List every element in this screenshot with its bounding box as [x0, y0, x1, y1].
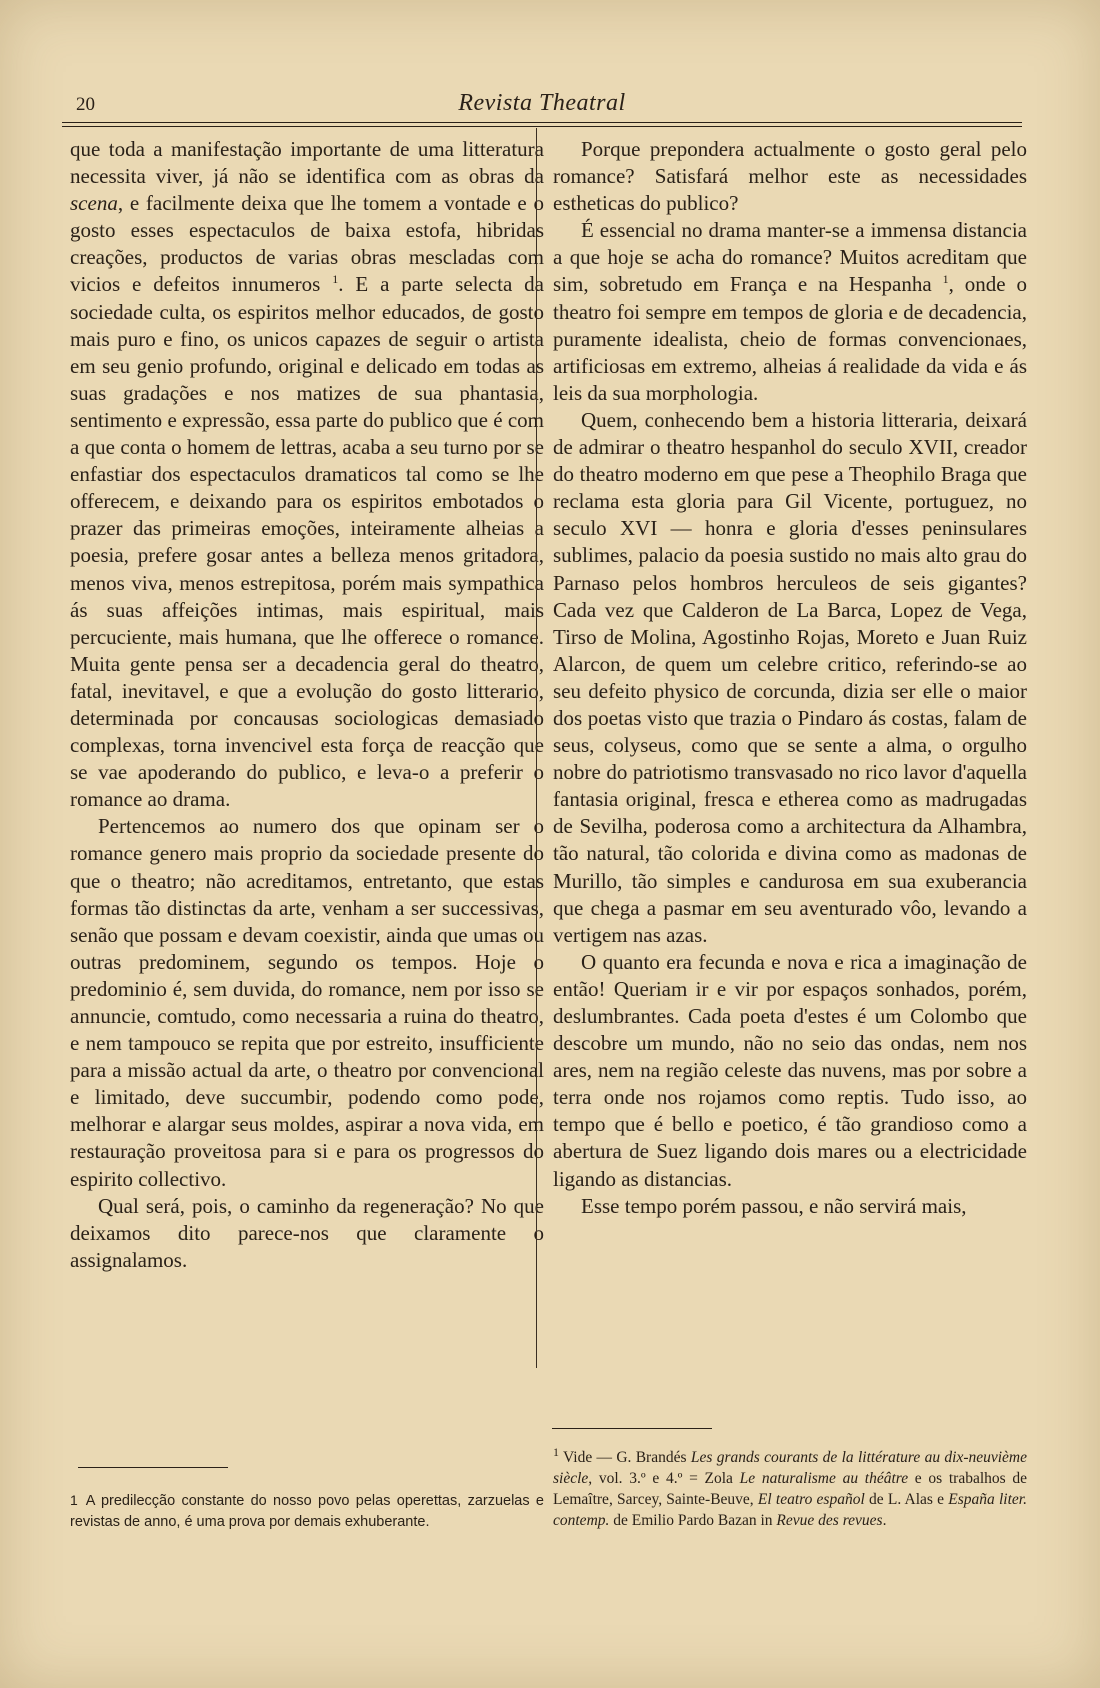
- text-run: É essencial no drama manter-se a immensa distancia a que hoje se acha do romance? Muitos acreditam que sim, sobretudo em França e na Hespanha: [553, 218, 1027, 297]
- running-title: Revista Theatral: [458, 90, 626, 116]
- header-rule-thin: [62, 126, 1022, 127]
- column-divider: [536, 128, 537, 1368]
- text-run: , vol. 3.º e 4.º = Zola: [588, 1470, 740, 1488]
- text-run: que toda a manifestação importante de uma litteratura necessita viver, já não se identifica com as obras da: [70, 137, 544, 189]
- footnote-left: [70, 1490, 544, 1533]
- footnote-ref: 1: [942, 272, 949, 287]
- text-run: , onde o theatro foi sempre em tempos de gloria e de decadencia, puramente idealista, cheio de formas convencionaes, artificiosas em extremo, alheias á realidade da vida e ás leis da sua morphologia.: [553, 272, 1027, 405]
- footnote-right: [553, 1442, 1027, 1531]
- left-column: [70, 136, 544, 1274]
- text-run: e os trabalhos de Lemaître, Sarcey, Sainte-Beuve,: [553, 1470, 1028, 1509]
- left-paragraph-1: [70, 136, 544, 813]
- title-run: España liter. contemp.: [553, 1491, 1027, 1530]
- left-paragraph-3: Qual será, pois, o caminho da regeneração? No que deixamos dito parece-nos que claramente o assignalamos.: [70, 1193, 544, 1272]
- right-paragraph-4: O quanto era fecunda e nova e rica a imaginação de então! Queriam ir e vir por espaços sonhados, porém, deslumbrantes. Cada poeta d'estes é um Colombo que descobre um mundo, não no seio das ondas, nem nos ares, nem na região celeste das nuvens, mas por sobre a terra onde nos rojamos como reptis. Tudo isso, ao tempo que é bello e poetico, é tão grandioso como a abertura de Suez ligando dois mares ou a electricidade ligando as distancias.: [553, 949, 1027, 1191]
- text-run: de Emilio Pardo Bazan in: [609, 1512, 777, 1530]
- title-run: El teatro español: [757, 1491, 865, 1509]
- footnote-mark: 1: [70, 1492, 78, 1508]
- title-run: Revue des revues: [776, 1512, 883, 1530]
- right-paragraph-5: Esse tempo porém passou, e não servirá mais,: [581, 1193, 967, 1218]
- text-run: , e facilmente deixa que lhe tomem a vontade e o gosto esses espectaculos de baixa estofa, hibridas creações, productos de varias obras mescladas com vicios e defeitos innumeros: [70, 191, 544, 297]
- right-paragraph-1: Porque prepondera actualmente o gosto geral pelo romance? Satisfará melhor este as necessidades estheticas do publico?: [553, 137, 1027, 216]
- page-number: 20: [76, 94, 95, 115]
- right-paragraph-2: [553, 217, 1027, 407]
- footnote-rule-left: [78, 1467, 228, 1468]
- page-header: [62, 86, 1022, 126]
- right-paragraph-3: Quem, conhecendo bem a historia litteraria, deixará de admirar o theatro hespanhol do seculo XVII, creador do theatro moderno em que pese a Theophilo Braga que reclama esta gloria para Gil Vicente, portuguez, no seculo XVI — honra e gloria d'esses peninsulares sublimes, palacio da poesia sustido no mais alto grau do Parnaso pelos hombros herculeos de seis gigantes? Cada vez que Calderon de La Barca, Lopez de Vega, Tirso de Molina, Agostinho Rojas, Moreto e Juan Ruiz Alarcon, de quem um celebre critico, referindo-se ao seu defeito physico de corcunda, dizia ser elle o maior dos poetas visto que trazia o Pindaro ás costas, falam de seus, colyseus, como que se sente a alma, o orgulho nobre do patriotismo transvasado no rico lavor d'aquella fantasia original, fresca e etherea como as madrugadas de Sevilha, poderosa como a architectura da Alhambra, tão natural, tão colorida e divina como as madonas de Murillo, tão simples e candurosa em sua exuberancia que chega a pasmar em seu aventurado vôo, levando a vertigem nas azas.: [553, 407, 1027, 947]
- left-paragraph-2: Pertencemos ao numero dos que opinam ser o romance genero mais proprio da sociedade presente do que o theatro; não acreditamos, entretanto, que estas formas tão distinctas da arte, venham a ser successivas, senão que possam e devam coexistir, ainda que umas ou outras predominem, segundo os tempos. Hoje o predominio é, sem duvida, do romance, nem por isso se annuncie, comtudo, como necessaria a ruina do theatro, e nem tampouco se repita que por estreito, insufficiente para a missão actual da arte, o theatro por convencional e limitado, deve succumbir, podendo como pode, melhorar e alargar seus moldes, aspirar a nova vida, em restauração proveitosa para si e para os progressos do espirito collectivo.: [70, 814, 544, 1191]
- title-run: Les grands courants de la littérature au dix-neuvième siècle: [553, 1449, 1027, 1488]
- right-column: [553, 136, 1027, 1220]
- text-run: .: [882, 1512, 887, 1530]
- text-run: de L. Alas e: [864, 1491, 949, 1509]
- italic-word-scena: scena: [70, 191, 118, 216]
- footnote-rule-right: [552, 1428, 712, 1429]
- footnote-text: A predilecção constante do nosso povo pelas operettas, zarzuelas e revistas de anno, é uma prova por demais exhuberante.: [70, 1493, 544, 1530]
- text-run: Vide — G. Brandés: [563, 1449, 691, 1467]
- header-rule: [62, 122, 1022, 123]
- footnote-mark: 1: [553, 1445, 559, 1459]
- title-run: Le naturalisme au théâtre: [739, 1470, 909, 1488]
- footnote-ref: 1: [332, 272, 339, 287]
- text-run: . E a parte selecta da sociedade culta, os espiritos melhor educados, de gosto mais puro e fino, os unicos capazes de seguir o artista em seu genio profundo, original e delicado em todas as suas gradações e nos matizes de sua phantasia, sentimento e expressão, essa parte do publico que é com a que conta o homem de lettras, acaba a seu turno por se enfastiar dos espectaculos dramaticos tal como se lhe offerecem, e deixando para os espiritos embotados o prazer das primeiras emoções, inteiramente alheias a poesia, prefere gosar antes a belleza menos gritadora, menos viva, menos estrepitosa, porém mais sympathica ás suas affeições intimas, mais espiritual, mais percuciente, mais humana, que lhe offerece o romance. Muita gente pensa ser a decadencia geral do theatro, fatal, inevitavel, e que a evolução do gosto litterario, determinada por concausas sociologicas demasiado complexas, torna invencivel esta força de reacção que se vae apoderando do publico, e leva-o a preferir o romance ao drama.: [70, 272, 544, 812]
